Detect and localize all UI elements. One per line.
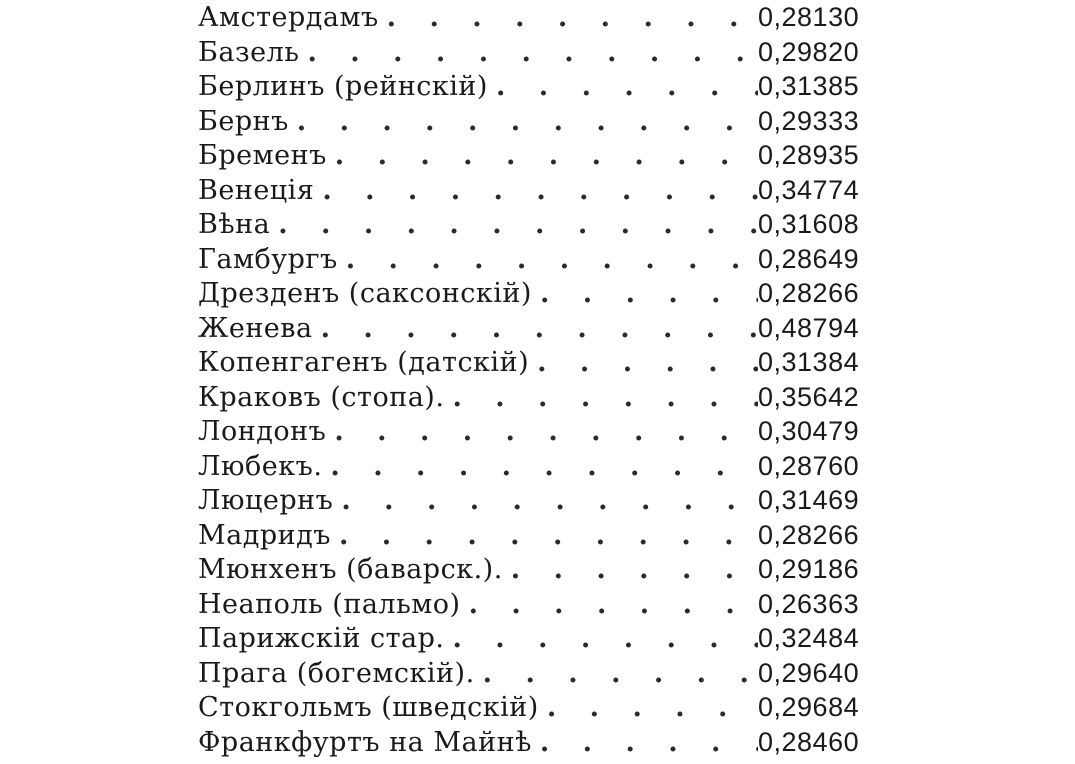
dot-leader — [532, 278, 758, 309]
table-row — [198, 71, 878, 106]
table-row — [198, 520, 878, 555]
table-row — [198, 416, 878, 451]
table-row — [198, 623, 878, 658]
dot-leader — [529, 347, 758, 378]
city-name: Прага (богемскій). — [198, 657, 475, 689]
city-name: Вѣна — [198, 209, 271, 240]
dot-leader — [461, 589, 758, 620]
city-name: Женева — [198, 312, 313, 344]
measure-value: 0,31608 — [758, 209, 860, 239]
measure-value: 0,28130 — [758, 2, 860, 32]
measure-value: 0,28460 — [758, 726, 860, 757]
dot-leader — [289, 106, 758, 137]
measure-value: 0,31384 — [758, 347, 860, 377]
city-name: Бернъ — [198, 105, 289, 137]
table-row — [198, 692, 878, 727]
city-name: Мадридъ — [198, 519, 331, 551]
table-row — [198, 451, 878, 486]
table-row — [198, 727, 878, 762]
measure-value: 0,28266 — [758, 278, 860, 308]
city-name: Венеція — [198, 174, 315, 206]
dot-leader — [326, 416, 758, 447]
city-name: Амстердамъ — [198, 2, 379, 33]
city-name: Парижскій стар. — [198, 623, 445, 654]
measure-value: 0,29333 — [758, 105, 860, 136]
measure-value: 0,48794 — [758, 312, 860, 343]
city-name: Лондонъ — [198, 416, 327, 447]
dot-leader — [539, 692, 758, 723]
table-row — [198, 106, 878, 141]
measure-value: 0,29684 — [758, 692, 860, 722]
dot-leader — [300, 37, 759, 68]
measure-value: 0,28649 — [758, 243, 860, 274]
table-row — [198, 209, 878, 244]
measure-value: 0,30479 — [758, 416, 860, 446]
city-name: Люцернъ — [198, 485, 334, 516]
table-row — [198, 37, 878, 72]
city-name: Дрезденъ (саксонскій) — [198, 278, 532, 309]
dot-leader — [475, 658, 758, 689]
city-name: Краковъ (стопа). — [198, 381, 445, 413]
dot-leader — [333, 485, 758, 516]
dot-leader — [503, 554, 758, 585]
table-row — [198, 658, 878, 693]
city-name: Стокгольмъ (шведскій) — [198, 692, 539, 723]
measure-value: 0,34774 — [758, 174, 860, 205]
city-name: Мюнхенъ (баварск.). — [198, 554, 503, 585]
measure-value: 0,35642 — [758, 381, 860, 412]
measure-value: 0,31385 — [758, 71, 860, 101]
table-row — [198, 313, 878, 348]
measure-table — [198, 2, 878, 761]
measure-value: 0,29820 — [758, 36, 860, 67]
dot-leader — [532, 727, 758, 758]
dot-leader — [338, 244, 758, 275]
dot-leader — [444, 382, 758, 413]
dot-leader — [313, 313, 758, 344]
dot-leader — [445, 623, 759, 654]
dot-leader — [488, 71, 758, 102]
measure-value: 0,26363 — [758, 588, 860, 619]
dot-leader — [270, 209, 758, 240]
table-row — [198, 278, 878, 313]
city-name: Копенгагенъ (датскій) — [198, 347, 530, 378]
city-name: Берлинъ (рейнскій) — [198, 71, 488, 102]
table-row — [198, 347, 878, 382]
measure-value: 0,29186 — [758, 554, 860, 584]
measure-value: 0,29640 — [758, 657, 860, 688]
dot-leader — [322, 451, 758, 482]
city-name: Неаполь (пальмо) — [198, 588, 461, 620]
table-row — [198, 244, 878, 279]
dot-leader — [331, 520, 758, 551]
city-name: Франкфуртъ на Майнѣ — [198, 726, 532, 758]
measure-value: 0,28935 — [758, 140, 860, 170]
table-row — [198, 382, 878, 417]
city-name: Бременъ — [198, 140, 327, 171]
city-name: Любекъ. — [198, 450, 323, 482]
table-row — [198, 2, 878, 37]
table-row — [198, 485, 878, 520]
dot-leader — [327, 140, 758, 171]
dot-leader — [379, 2, 758, 33]
city-name: Гамбургъ — [198, 243, 338, 275]
table-row — [198, 554, 878, 589]
measure-value: 0,32484 — [758, 623, 860, 653]
dot-leader — [314, 175, 758, 206]
measure-value: 0,28760 — [758, 450, 860, 481]
measure-value: 0,31469 — [758, 485, 860, 515]
table-row — [198, 140, 878, 175]
table-row — [198, 175, 878, 210]
table-row — [198, 589, 878, 624]
city-name: Базель — [198, 36, 300, 68]
measure-value: 0,28266 — [758, 519, 860, 550]
